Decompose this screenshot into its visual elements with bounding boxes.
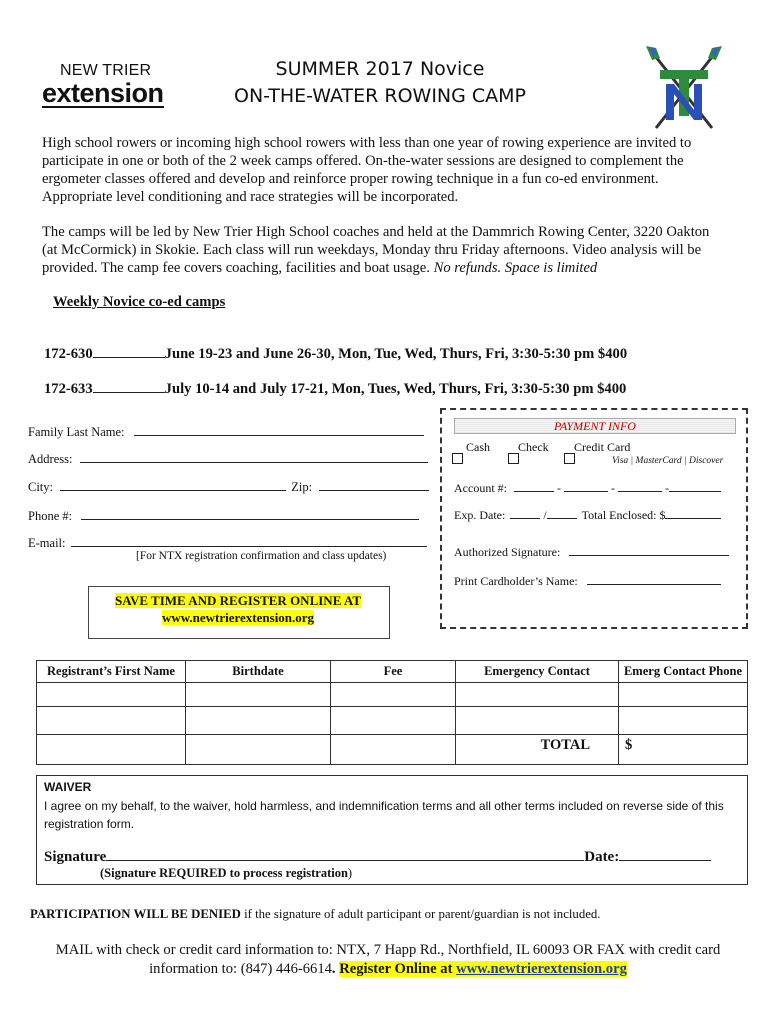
- register-online-link[interactable]: www.newtrierextension.org: [161, 610, 315, 625]
- account-row: Account #: - - -: [454, 481, 721, 496]
- denied-bold: PARTICIPATION WILL BE DENIED: [30, 907, 241, 921]
- table-cell[interactable]: [37, 707, 186, 735]
- camp-2-select-line[interactable]: [93, 392, 165, 393]
- table-header-row: [37, 661, 748, 683]
- table-cell[interactable]: [186, 707, 331, 735]
- camp-desc-1: June 19-23 and June 26-30, Mon, Tue, Wed, Thurs, Fri, 3:30-5:30 pm $400: [164, 346, 628, 362]
- email-row: [28, 536, 427, 551]
- email-field[interactable]: [71, 546, 427, 547]
- table-cell[interactable]: [331, 683, 456, 707]
- print-name-row: [454, 574, 721, 589]
- signature-label: Signature: [44, 849, 107, 865]
- cash-checkbox[interactable]: [452, 453, 463, 464]
- header-emergency-contact: Emergency Contact: [456, 661, 619, 683]
- table-cell[interactable]: [456, 707, 619, 735]
- camp-desc-2: July 10-14 and July 17-21, Mon, Tues, Wed, Thurs, Fri, 3:30-5:30 pm $400: [164, 381, 627, 397]
- title-line-1: SUMMER 2017 Novice: [275, 58, 485, 80]
- credit-card-label: Credit Card: [574, 440, 631, 454]
- mail-line-2: information to: (847) 446-6614. Register Online at www.newtrierextension.org: [149, 961, 627, 977]
- intro-paragraph-2-text: The camps will be led by New Trier High School coaches and held at the Dammrich Rowing Center, 3220 Oakton (at McCormick) in Skokie. Each class will run weekdays, Monday thru Friday afternoons. Video analysis will be provided. The camp fee covers coaching, facilities and boat usage.: [42, 224, 710, 276]
- signature-note-text: Signature REQUIRED to process registration: [104, 866, 348, 880]
- account-field-4[interactable]: [669, 491, 721, 492]
- participation-denied-note: [30, 907, 601, 922]
- mail-line-1: MAIL with check or credit card information to: NTX, 7 Happ Rd., Northfield, IL 60093 OR FAX with credit card: [55, 942, 721, 958]
- camp-code-1: 172-630: [44, 346, 93, 362]
- header-first-name: Registrant’s First Name: [37, 661, 186, 683]
- intro-paragraph-1: High school rowers or incoming high school rowers with less than one year of rowing experience are invited to participate in one or both of the 2 week camps offered. On-the-water sessions are designed to complement the ergometer classes offered and develop and reinforce proper rowing technique in a fun co-ed environment. Appropriate level conditioning and race strategies will be incorporated.: [42, 135, 692, 205]
- camp-row-2: [44, 381, 626, 398]
- payment-info-box: [440, 408, 748, 629]
- table-cell[interactable]: [619, 707, 748, 735]
- cash-label: Cash: [466, 440, 490, 454]
- camp-1-select-line[interactable]: [93, 357, 165, 358]
- table-row: [37, 683, 748, 707]
- new-trier-extension-logo: [42, 62, 170, 108]
- address-field[interactable]: [80, 462, 428, 463]
- city-zip-row: [28, 480, 429, 495]
- auth-signature-row: [454, 545, 729, 560]
- check-checkbox[interactable]: [508, 453, 519, 464]
- total-amount[interactable]: $: [619, 735, 748, 765]
- account-label: Account #:: [454, 481, 507, 495]
- camp-code-2: 172-633: [44, 381, 93, 397]
- table-cell[interactable]: [619, 683, 748, 707]
- phone-row: [28, 509, 419, 524]
- register-online-footer: [339, 961, 627, 977]
- logo-top-text: NEW TRIER: [60, 62, 152, 79]
- table-row: [37, 707, 748, 735]
- phone-label: Phone #:: [28, 509, 73, 523]
- camps-heading: Weekly Novice co-ed camps: [53, 294, 226, 310]
- date-field[interactable]: [619, 860, 711, 861]
- header-fee: Fee: [331, 661, 456, 683]
- family-name-row: [28, 425, 424, 440]
- exp-year-field[interactable]: [547, 518, 577, 519]
- exp-date-label: Exp. Date:: [454, 508, 506, 522]
- total-enclosed-label: Total Enclosed: $: [581, 508, 666, 522]
- city-field[interactable]: [60, 490, 286, 491]
- nt-oars-logo-icon: [644, 44, 724, 134]
- date-label: Date:: [584, 849, 620, 865]
- card-types: Visa | MasterCard | Discover: [612, 456, 724, 466]
- city-label: City:: [28, 480, 54, 494]
- intro-paragraph-2: [42, 223, 728, 277]
- email-label: E-mail:: [28, 536, 66, 550]
- table-total-row: [37, 735, 748, 765]
- waiver-text: I agree on my behalf, to the waiver, hold harmless, and indemnification terms and all other terms included on reverse side of this registration form.: [44, 799, 724, 831]
- zip-field[interactable]: [319, 490, 429, 491]
- waiver-title: WAIVER: [44, 780, 92, 794]
- title-line-2: ON-THE-WATER ROWING CAMP: [233, 85, 527, 107]
- family-name-field[interactable]: [134, 435, 424, 436]
- account-field-1[interactable]: [514, 491, 554, 492]
- table-cell[interactable]: [186, 735, 331, 765]
- table-cell[interactable]: [37, 683, 186, 707]
- footer-website-link[interactable]: www.newtrierextension.org: [456, 961, 627, 977]
- register-online-line-1: SAVE TIME AND REGISTER ONLINE AT: [115, 593, 361, 608]
- email-note: [For NTX registration confirmation and class updates): [136, 550, 387, 562]
- mail-instructions: [20, 941, 756, 979]
- table-cell[interactable]: [456, 683, 619, 707]
- address-label: Address:: [28, 452, 73, 466]
- payment-info-header: PAYMENT INFO: [454, 418, 736, 434]
- print-name-field[interactable]: [587, 584, 721, 585]
- fax-number: information to: (847) 446-6614: [149, 961, 332, 977]
- print-name-label: Print Cardholder’s Name:: [454, 574, 578, 588]
- auth-signature-label: Authorized Signature:: [454, 545, 561, 559]
- exp-date-row: Exp. Date: / Total Enclosed: $: [454, 508, 721, 523]
- address-row: [28, 452, 428, 467]
- exp-month-field[interactable]: [510, 518, 540, 519]
- total-enclosed-field[interactable]: [665, 518, 721, 519]
- header-emergency-phone: Emerg Contact Phone: [619, 661, 748, 683]
- page-title: [220, 56, 540, 110]
- table-cell[interactable]: [331, 735, 456, 765]
- account-field-3[interactable]: [618, 491, 662, 492]
- table-cell[interactable]: [331, 707, 456, 735]
- register-online-text: [88, 592, 388, 626]
- header-birthdate: Birthdate: [186, 661, 331, 683]
- logo-bottom-text: extension: [42, 78, 164, 108]
- register-online-footer-text: Register Online at: [339, 961, 457, 977]
- account-field-2[interactable]: [564, 491, 608, 492]
- auth-signature-field[interactable]: [569, 555, 729, 556]
- signature-note: (Signature REQUIRED to process registration): [100, 866, 353, 880]
- zip-label: Zip:: [291, 480, 313, 494]
- total-label: TOTAL: [456, 735, 619, 765]
- no-refunds-note: No refunds. Space is limited: [433, 260, 598, 276]
- signature-row: [44, 849, 711, 866]
- table-cell[interactable]: [37, 735, 186, 765]
- phone-field[interactable]: [81, 519, 419, 520]
- denied-rest: if the signature of adult participant or parent/guardian is not included.: [240, 907, 601, 921]
- table-cell[interactable]: [186, 683, 331, 707]
- credit-card-checkbox[interactable]: [564, 453, 575, 464]
- camp-row-1: [44, 346, 627, 363]
- check-label: Check: [518, 440, 549, 454]
- registrant-table: [36, 660, 748, 765]
- signature-field[interactable]: [106, 860, 584, 861]
- family-name-label: Family Last Name:: [28, 425, 125, 439]
